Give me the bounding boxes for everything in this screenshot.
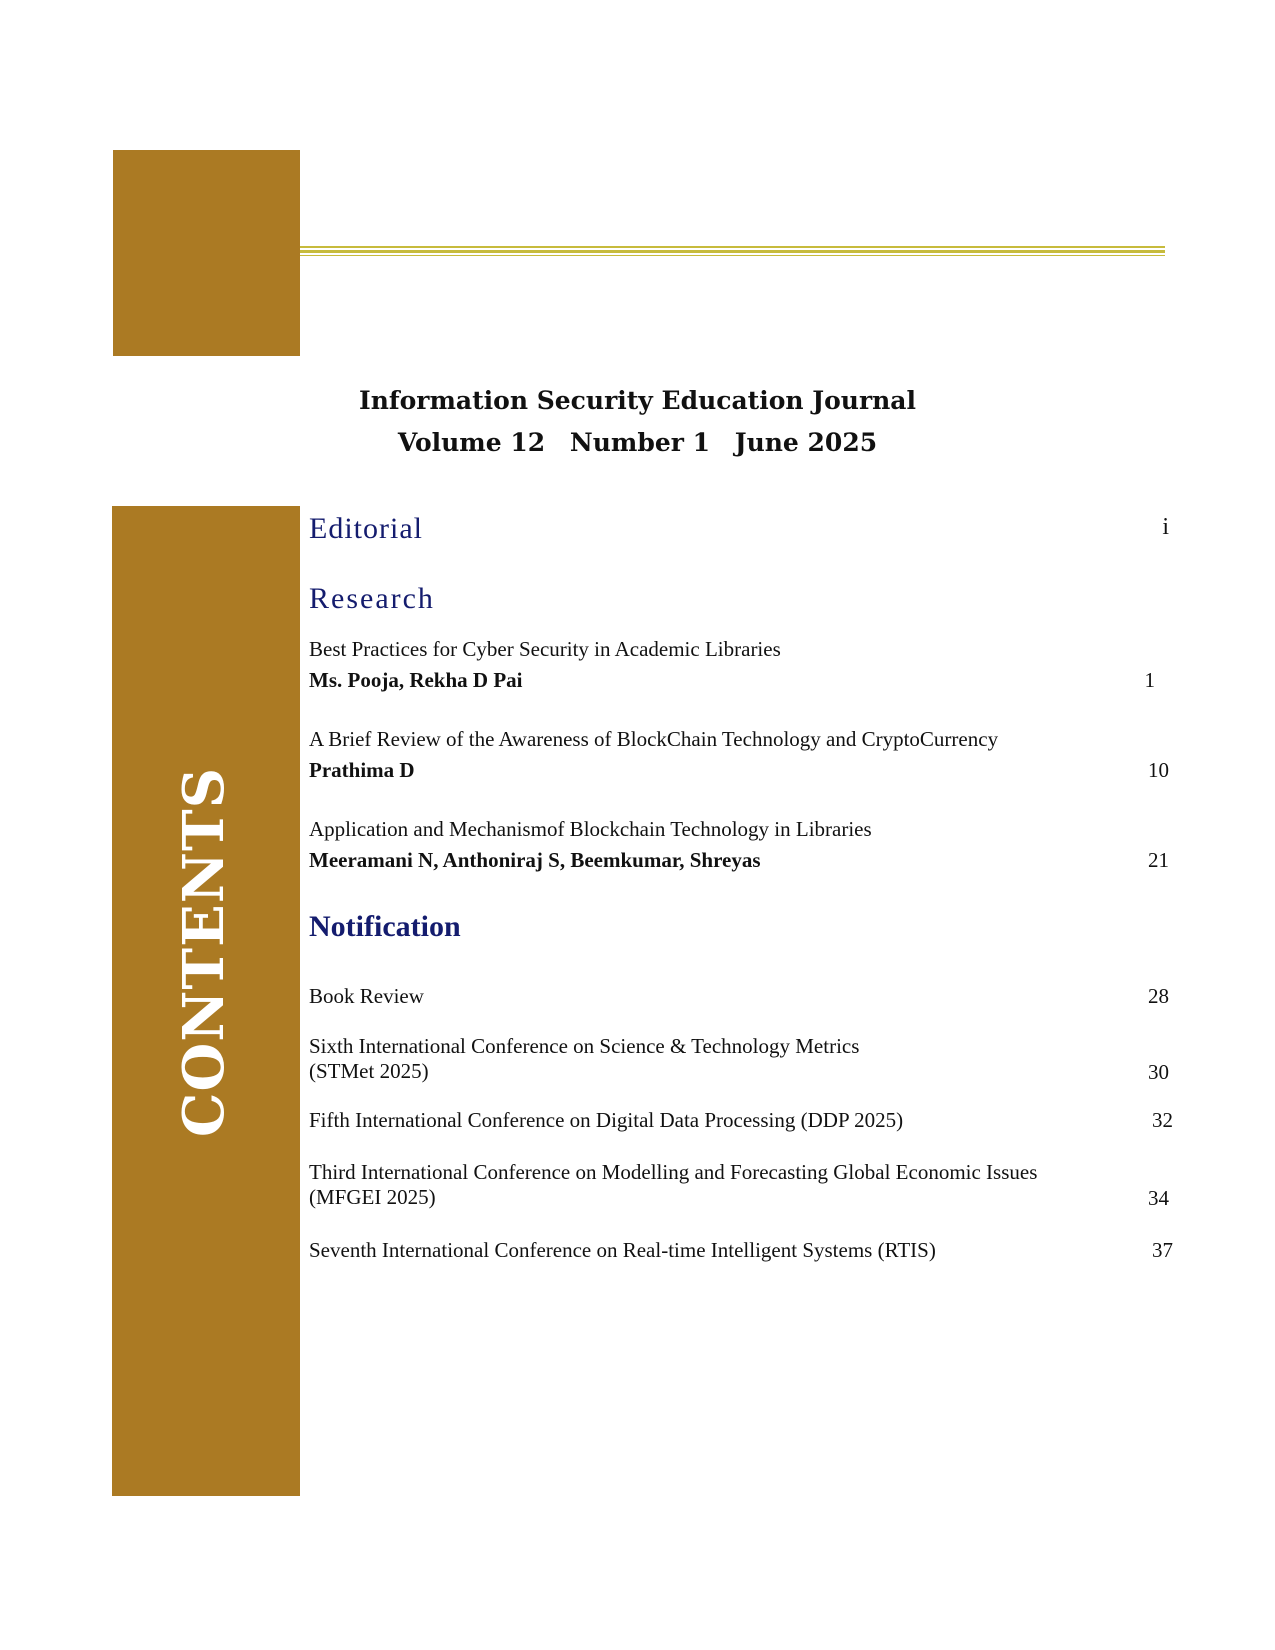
- editorial-page-number: i: [1162, 514, 1169, 540]
- journal-volume: Volume 12: [397, 428, 546, 457]
- notification-item-page: 34: [1148, 1186, 1169, 1210]
- article-title: Best Practices for Cyber Security in Academic Libraries: [309, 637, 781, 661]
- header-rule-line: [300, 250, 1165, 253]
- article-authors: Meeramani N, Anthoniraj S, Beemkumar, Shreyas: [309, 848, 761, 872]
- section-heading-editorial: Editorial: [309, 512, 423, 545]
- journal-number: Number 1: [569, 428, 711, 457]
- notification-item-title: Sixth International Conference on Science & Technology Metrics (STMet 2025): [309, 1034, 860, 1083]
- notification-item-page: 37: [1152, 1238, 1173, 1262]
- notification-item-page: 30: [1148, 1060, 1169, 1084]
- article-authors: Ms. Pooja, Rekha D Pai: [309, 668, 523, 692]
- article-title: Application and Mechanismof Blockchain Technology in Libraries: [309, 817, 872, 841]
- header-decorative-block: [113, 150, 300, 356]
- journal-header: [300, 380, 975, 464]
- notification-item-title: Book Review: [309, 984, 424, 1008]
- notification-item-title: Seventh International Conference on Real-time Intelligent Systems (RTIS): [309, 1238, 936, 1262]
- notification-item-title: Fifth International Conference on Digital Data Processing (DDP 2025): [309, 1108, 904, 1132]
- section-heading-notification: Notification: [309, 910, 461, 943]
- article-page-number: 10: [1148, 758, 1169, 782]
- journal-title: Information Security Education Journal: [359, 386, 916, 415]
- journal-date: June 2025: [734, 428, 878, 457]
- section-heading-research: Research: [309, 582, 435, 615]
- contents-sidebar-label: CONTENTS: [171, 766, 237, 1138]
- journal-issue-line: [300, 422, 975, 464]
- article-authors: Prathima D: [309, 758, 415, 782]
- notification-item-page: 28: [1148, 984, 1169, 1008]
- header-rule-line: [300, 246, 1165, 248]
- article-page-number: 1: [1144, 668, 1155, 692]
- article-title: A Brief Review of the Awareness of BlockChain Technology and CryptoCurrency: [309, 727, 999, 751]
- header-rule-line: [300, 255, 1165, 256]
- article-page-number: 21: [1148, 848, 1169, 872]
- notification-item-page: 32: [1152, 1108, 1173, 1132]
- notification-item-title: Third International Conference on Modelling and Forecasting Global Economic Issues (MFGEI 2025): [309, 1160, 1038, 1209]
